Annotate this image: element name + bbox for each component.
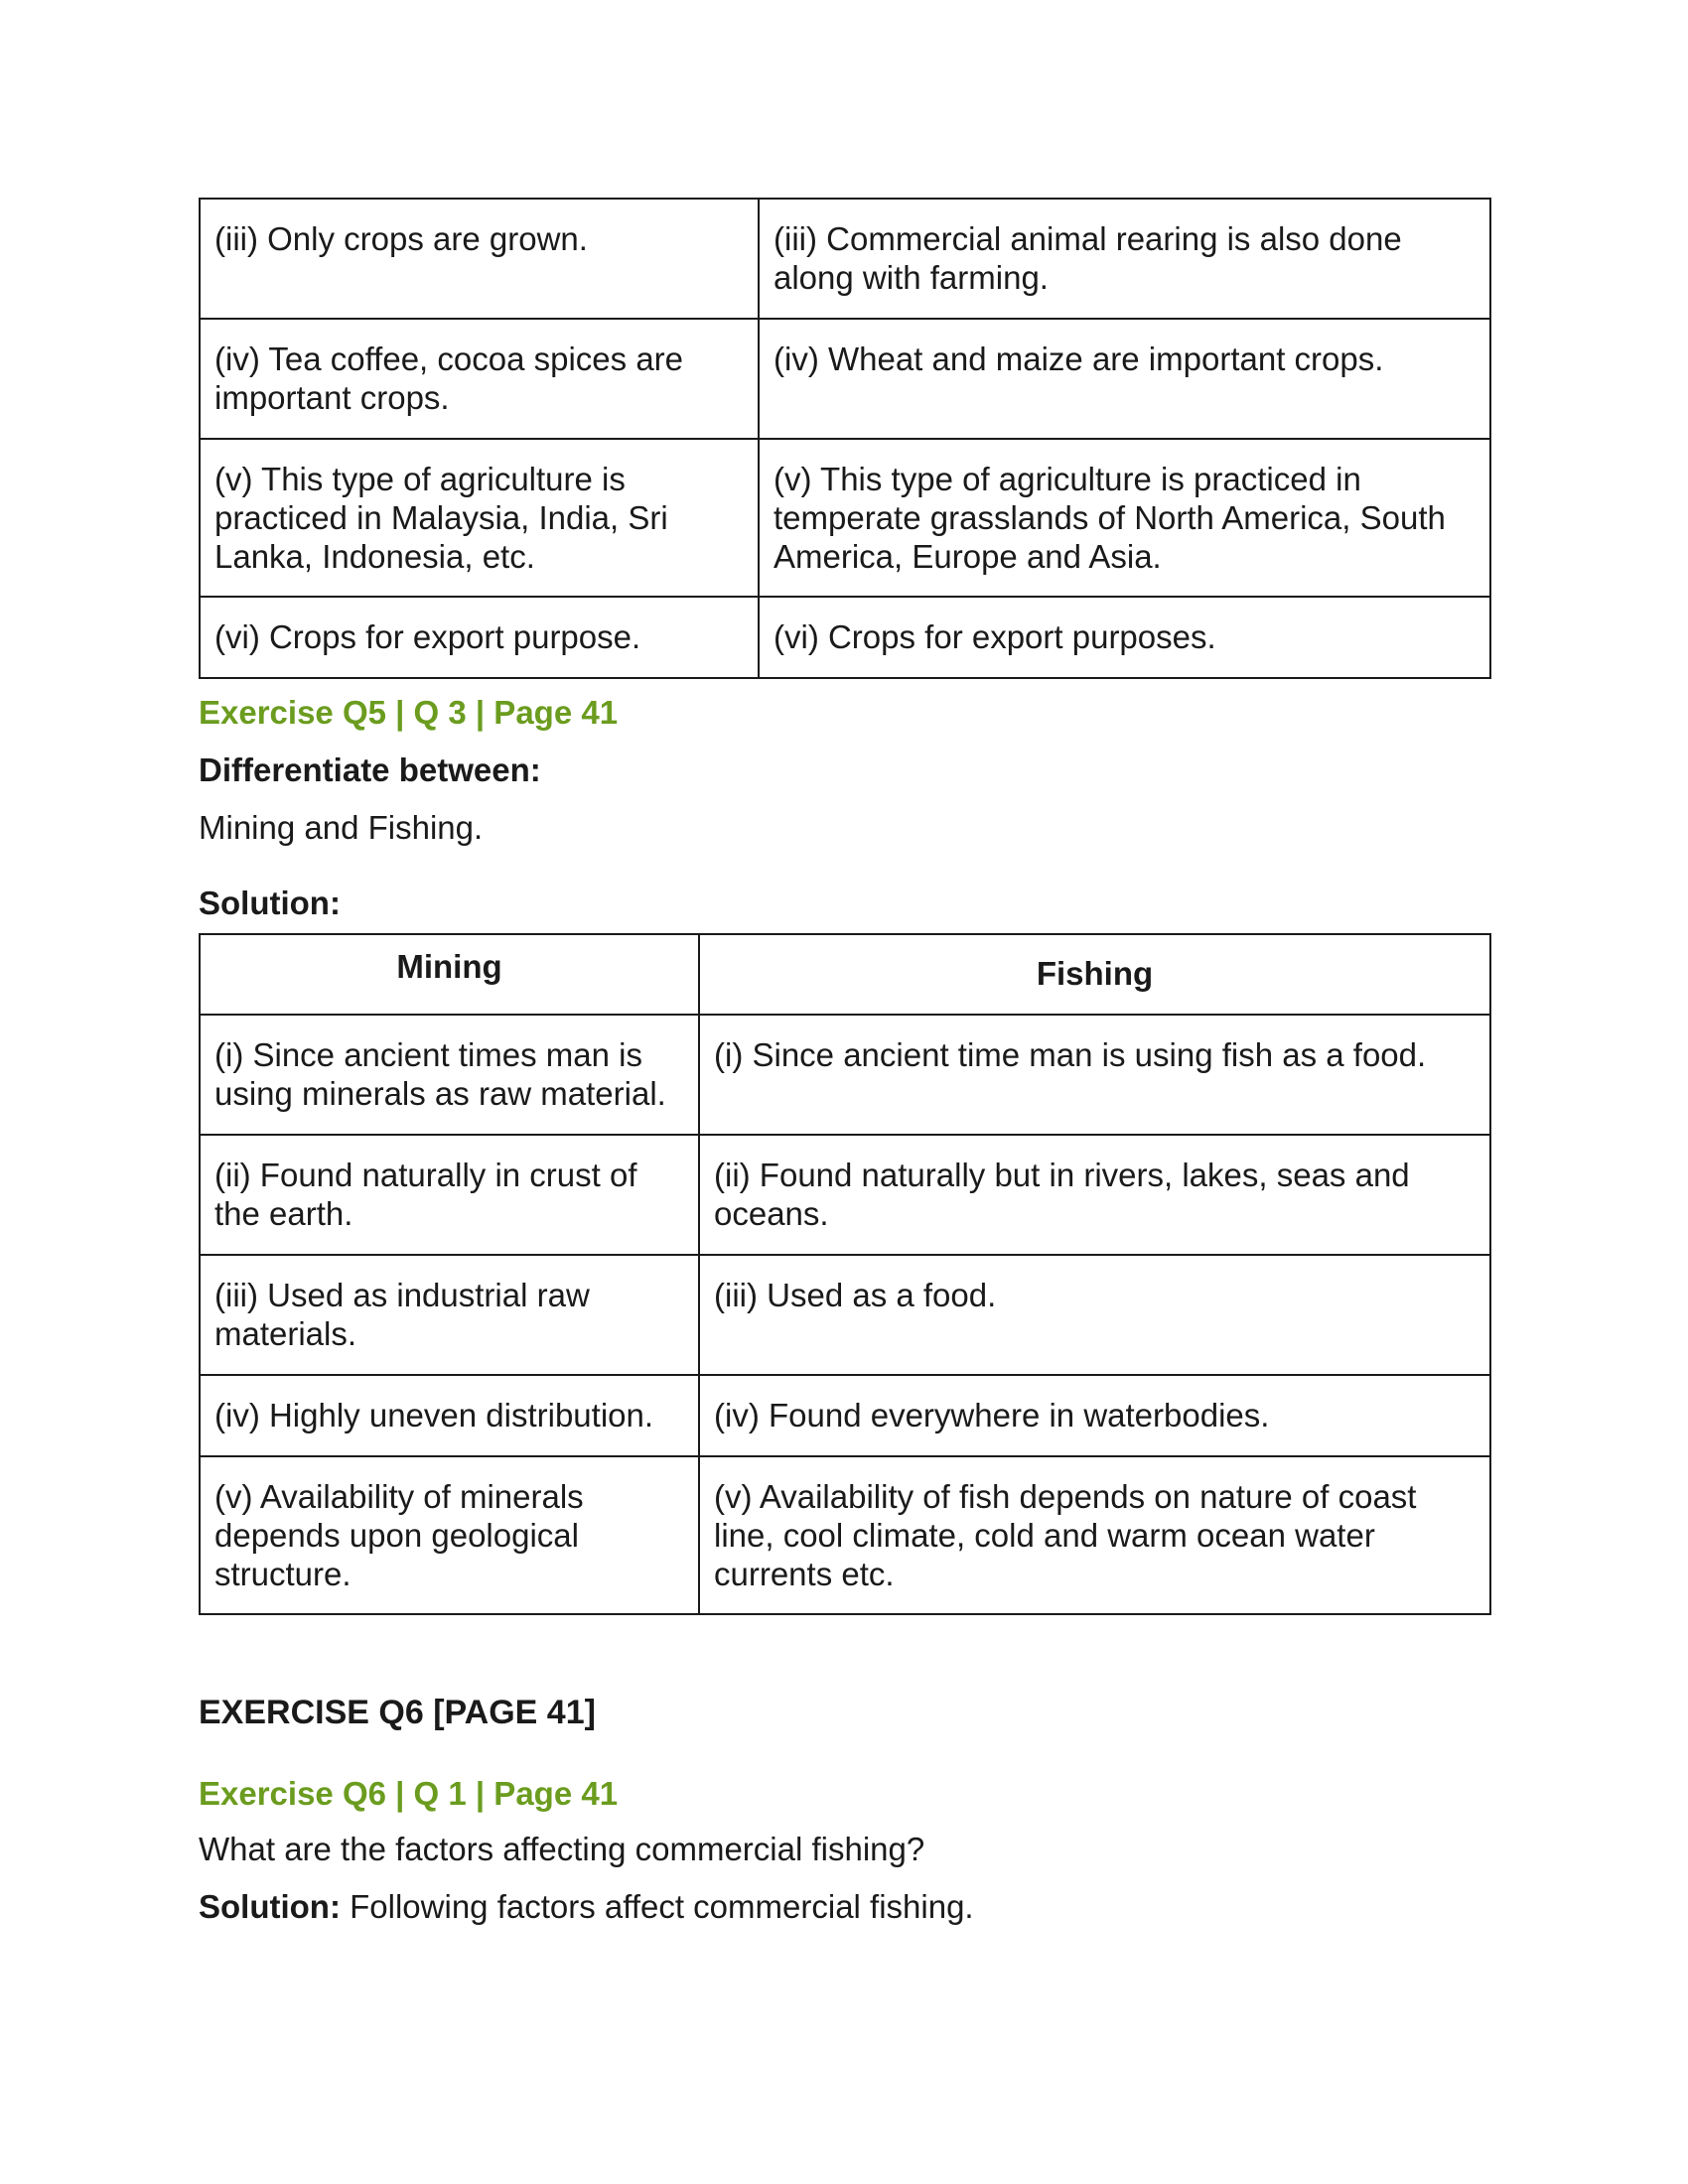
- solution-label: Solution:: [199, 1888, 341, 1925]
- table-row: [200, 439, 1490, 597]
- table-row: [200, 1255, 1490, 1375]
- table-row: [200, 1135, 1490, 1255]
- table-cell: (iii) Commercial animal rearing is also done along with farming.: [759, 199, 1490, 319]
- table-cell: (iv) Wheat and maize are important crops.: [759, 319, 1490, 439]
- table-row: [200, 1015, 1490, 1135]
- exercise-heading: Exercise Q5 | Q 3 | Page 41: [199, 694, 619, 731]
- section-title: EXERCISE Q6 [PAGE 41]: [199, 1694, 596, 1731]
- table-cell: (iv) Found everywhere in waterbodies.: [699, 1375, 1490, 1456]
- comparison-table-mining-fishing: [199, 933, 1491, 1615]
- table-cell: (ii) Found naturally but in rivers, lakes, seas and oceans.: [699, 1135, 1490, 1255]
- table-cell: (ii) Found naturally in crust of the earth.: [200, 1135, 699, 1255]
- table-header-row: [200, 934, 1490, 1015]
- table-cell: (i) Since ancient time man is using fish as a food.: [699, 1015, 1490, 1135]
- table-cell: (vi) Crops for export purposes.: [759, 597, 1490, 678]
- solution-text: Following factors affect commercial fishing.: [340, 1888, 974, 1925]
- table-cell: (i) Since ancient times man is using minerals as raw material.: [200, 1015, 699, 1135]
- column-header: Fishing: [699, 934, 1490, 1015]
- comparison-table-agriculture: [199, 198, 1491, 679]
- table-cell: (v) Availability of fish depends on nature of coast line, cool climate, cold and warm ocean water currents etc.: [699, 1456, 1490, 1614]
- table-row: [200, 1456, 1490, 1614]
- table-cell: (v) Availability of minerals depends upon geological structure.: [200, 1456, 699, 1614]
- table-row: [200, 319, 1490, 439]
- table-row: [200, 1375, 1490, 1456]
- table-row: [200, 597, 1490, 678]
- solution-line: [199, 1887, 1489, 1927]
- table-cell: (iv) Tea coffee, cocoa spices are important crops.: [200, 319, 759, 439]
- table-cell: (v) This type of agriculture is practiced in Malaysia, India, Sri Lanka, Indonesia, etc.: [200, 439, 759, 597]
- instruction-text: Differentiate between:: [199, 751, 541, 788]
- table-cell: (iii) Used as a food.: [699, 1255, 1490, 1375]
- exercise-heading: Exercise Q6 | Q 1 | Page 41: [199, 1775, 619, 1812]
- table-cell: (iii) Only crops are grown.: [200, 199, 759, 319]
- table-cell: (vi) Crops for export purpose.: [200, 597, 759, 678]
- solution-label: Solution:: [199, 885, 341, 921]
- table-cell: (iv) Highly uneven distribution.: [200, 1375, 699, 1456]
- table-row: [200, 199, 1490, 319]
- column-header: Mining: [200, 934, 699, 1015]
- question-text: Mining and Fishing.: [199, 809, 484, 846]
- question-text: What are the factors affecting commercial fishing?: [199, 1831, 925, 1867]
- table-cell: (iii) Used as industrial raw materials.: [200, 1255, 699, 1375]
- table-cell: (v) This type of agriculture is practiced in temperate grasslands of North America, South America, Europe and Asia.: [759, 439, 1490, 597]
- document-page: [199, 198, 1489, 1927]
